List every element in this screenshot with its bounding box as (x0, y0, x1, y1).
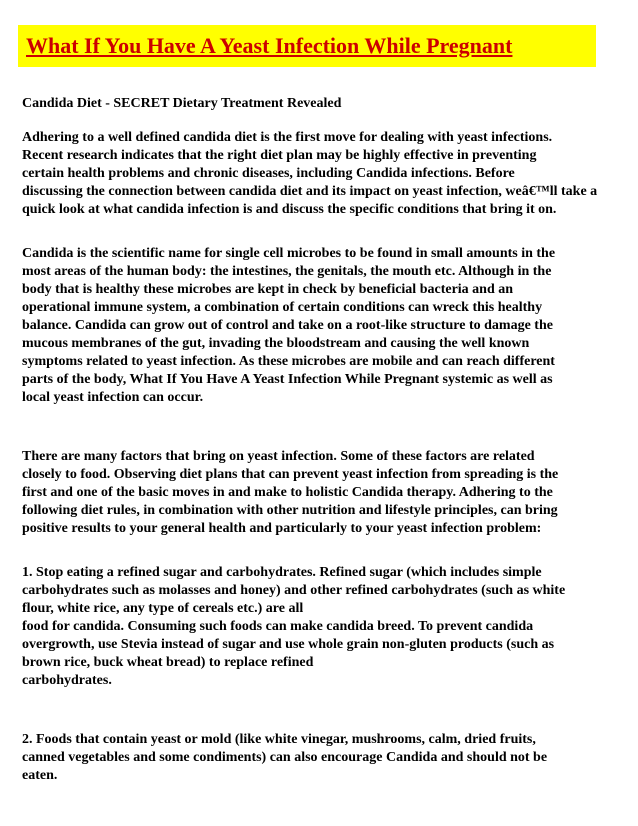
text-line: carbohydrates such as molasses and honey) and other refined carbohydrates (such as white (22, 583, 566, 598)
text-line: There are many factors that bring on yeast infection. Some of these factors are related (22, 449, 535, 464)
text-line: Adhering to a well defined candida diet is the first move for dealing with yeast infections. (22, 130, 553, 145)
text-line: operational immune system, a combination of certain conditions can wreck this healthy (22, 300, 543, 315)
text-line: carbohydrates. (22, 673, 112, 688)
text-line: most areas of the human body: the intestines, the genitals, the mouth etc. Although in the (22, 264, 552, 279)
subtitle: Candida Diet - SECRET Dietary Treatment Revealed (22, 96, 342, 111)
text-line: positive results to your general health and particularly to your yeast infection problem: (22, 521, 542, 536)
text-line: Recent research indicates that the right diet plan may be highly effective in preventing (22, 148, 537, 163)
text-line: certain health problems and chronic diseases, including Candida infections. Before (22, 166, 515, 181)
text-line: 1. Stop eating a refined sugar and carbohydrates. Refined sugar (which includes simple (22, 565, 542, 580)
text-line: overgrowth, use Stevia instead of sugar and use whole grain non-gluten products (such as (22, 637, 555, 652)
paragraph-factors (22, 448, 558, 538)
text-line: balance. Candida can grow out of control and take on a root-like structure to damage the (22, 318, 553, 333)
text-line: following diet rules, in combination with other nutrition and lifestyle principles, can bring (22, 503, 558, 518)
text-line: flour, white rice, any type of cereals etc.) are all (22, 601, 304, 616)
text-line: brown rice, buck wheat bread) to replace refined (22, 655, 314, 670)
paragraph-rule-1 (22, 564, 565, 690)
text-line: canned vegetables and some condiments) can also encourage Candida and should not be (22, 750, 548, 765)
text-line: quick look at what candida infection is and discuss the specific conditions that bring it on. (22, 202, 557, 217)
text-line: first and one of the basic moves in and make to holistic Candida therapy. Adhering to the (22, 485, 553, 500)
text-line: closely to food. Observing diet plans that can prevent yeast infection from spreading is the (22, 467, 559, 482)
text-line: parts of the body, What If You Have A Yeast Infection While Pregnant systemic as well as (22, 372, 553, 387)
text-line: body that is healthy these microbes are kept in check by beneficial bacteria and an (22, 282, 514, 297)
paragraph-candida (22, 245, 555, 407)
text-line: food for candida. Consuming such foods can make candida breed. To prevent candida (22, 619, 534, 634)
paragraph-intro (22, 129, 597, 219)
text-line: mucous membranes of the gut, invading the bloodstream and causing the well known (22, 336, 530, 351)
text-line: local yeast infection can occur. (22, 390, 204, 405)
text-line: Candida is the scientific name for single cell microbes to be found in small amounts in the (22, 246, 556, 261)
text-line: eaten. (22, 768, 58, 783)
text-line: discussing the connection between candida diet and its impact on yeast infection, weâ€™ll take a (22, 184, 598, 199)
text-line: 2. Foods that contain yeast or mold (like white vinegar, mushrooms, calm, dried fruits, (22, 732, 536, 747)
paragraph-rule-2 (22, 731, 547, 785)
page-title: What If You Have A Yeast Infection While Pregnant (26, 33, 513, 58)
text-line: symptoms related to yeast infection. As these microbes are mobile and can reach different (22, 354, 555, 369)
title-banner (18, 25, 596, 67)
